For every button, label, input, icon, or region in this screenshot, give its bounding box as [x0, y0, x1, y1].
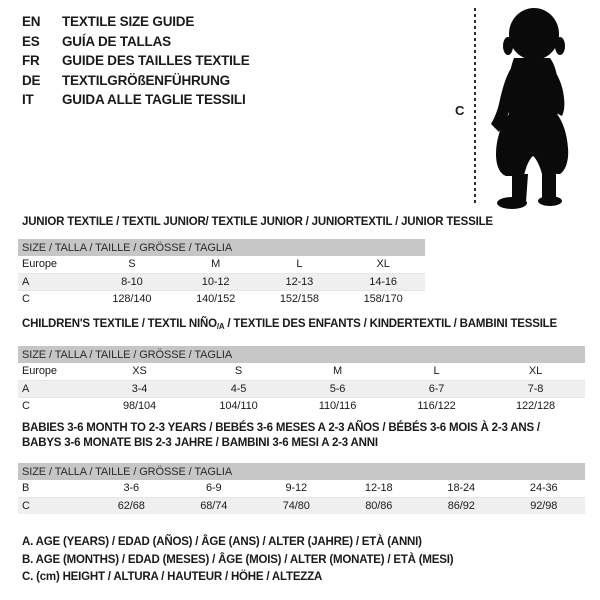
- lang-row-en: [22, 12, 250, 32]
- size-value-cell: 74/80: [255, 497, 338, 514]
- section-title-junior: JUNIOR TEXTILE / TEXTIL JUNIOR/ TEXTILE JUNIOR / JUNIORTEXTIL / JUNIOR TESSILE: [22, 216, 493, 228]
- lang-row-fr: [22, 51, 250, 71]
- title-part: / TEXTILE DES ENFANTS / KINDERTEXTIL / BAMBINI TESSILE: [224, 318, 557, 330]
- size-value-cell: 104/110: [219, 399, 258, 412]
- size-value-cell: 12-18: [338, 480, 421, 497]
- children-size-table: [18, 346, 585, 414]
- size-value-cell: L: [258, 256, 342, 273]
- size-value-cell: 5-6: [288, 380, 387, 397]
- size-value-cell: L: [387, 363, 486, 380]
- size-value-cell: 116/122: [417, 399, 456, 412]
- table-row: [18, 290, 425, 307]
- row-label: C: [18, 497, 90, 514]
- height-measure-label: C: [455, 103, 465, 118]
- size-value-cell: 6-9: [173, 480, 256, 497]
- size-value-cell: M: [174, 256, 258, 273]
- size-value-cell: 7-8: [486, 380, 585, 397]
- size-value-cell: 9-12: [255, 480, 338, 497]
- row-label: Europe: [18, 363, 90, 380]
- size-value-cell: 3-6: [90, 480, 173, 497]
- title-line: BABYS 3-6 MONATE BIS 2-3 JAHRE / BAMBINI 3-6 MESI A 2-3 ANNI: [22, 437, 378, 449]
- size-header-label: SIZE / TALLA / TAILLE / GRÖSSE / TAGLIA: [18, 463, 585, 480]
- size-value-cell: 12-13: [258, 273, 342, 290]
- table-row: [18, 273, 425, 290]
- size-value-cell: 10-12: [174, 273, 258, 290]
- size-value-cell: S: [90, 256, 174, 273]
- size-value-cell: 18-24: [420, 480, 503, 497]
- size-value-cell: 4-5: [189, 380, 288, 397]
- size-header-label: SIZE / TALLA / TAILLE / GRÖSSE / TAGLIA: [18, 239, 425, 256]
- size-header-label: SIZE / TALLA / TAILLE / GRÖSSE / TAGLIA: [18, 346, 585, 363]
- table-row: [18, 256, 425, 273]
- size-value-cell: 80/86: [338, 497, 421, 514]
- size-value-cell: 158/170: [363, 292, 403, 305]
- size-value-cell: 6-7: [387, 380, 486, 397]
- size-value-cell: M: [288, 363, 387, 380]
- size-value-cell: 24-36: [503, 480, 586, 497]
- row-label: A: [18, 380, 90, 397]
- footnote-c: C. (cm) HEIGHT / ALTURA / HAUTEUR / HÖHE / ALTEZZA: [22, 571, 323, 583]
- table-row: [18, 380, 585, 397]
- row-label: B: [18, 480, 90, 497]
- size-header-bar: [18, 239, 425, 256]
- lang-code: FR: [22, 53, 40, 68]
- lang-code: ES: [22, 33, 40, 49]
- footnote-legend: [22, 534, 453, 587]
- size-value-cell: S: [189, 363, 288, 380]
- lang-row-it: [22, 90, 250, 110]
- row-label: Europe: [18, 256, 90, 273]
- section-title-children: [22, 318, 557, 331]
- size-value-cell: XL: [341, 256, 425, 273]
- lang-row-es: [22, 32, 250, 52]
- size-value-cell: 98/104: [122, 399, 157, 412]
- footnote-b: B. AGE (MONTHS) / EDAD (MESES) / ÂGE (MOIS) / ALTER (MONATE) / ETÀ (MESI): [22, 553, 454, 566]
- baby-silhouette-icon: [484, 6, 580, 210]
- size-value-cell: 152/158: [279, 292, 319, 305]
- footnote-a: A. AGE (YEARS) / EDAD (AÑOS) / ÂGE (ANS) / ALTER (JAHRE) / ETÀ (ANNI): [22, 536, 422, 548]
- section-title-babies: [22, 421, 540, 451]
- size-value-cell: 68/74: [173, 497, 256, 514]
- size-value-cell: 128/140: [112, 292, 152, 305]
- table-row: [18, 497, 585, 514]
- title-line: BABIES 3-6 MONTH TO 2-3 YEARS / BEBÉS 3-6 MESES A 2-3 AÑOS / BÉBÉS 3-6 MOIS À 2-3 ANS /: [22, 422, 540, 434]
- size-value-cell: 140/152: [196, 292, 236, 305]
- size-value-cell: 92/98: [503, 497, 586, 514]
- size-value-cell: 62/68: [90, 497, 173, 514]
- height-measure-line: [474, 8, 476, 206]
- babies-size-table: [18, 463, 585, 514]
- size-value-cell: 86/92: [420, 497, 503, 514]
- size-value-cell: 122/128: [515, 399, 556, 412]
- table-row: [18, 363, 585, 380]
- table-row: [18, 480, 585, 497]
- row-label: A: [18, 273, 90, 290]
- lang-code: DE: [22, 72, 41, 88]
- lang-label: GUIDA ALLE TAGLIE TESSILI: [62, 92, 246, 107]
- lang-label: TEXTILE SIZE GUIDE: [62, 14, 195, 29]
- lang-code: EN: [22, 14, 41, 29]
- size-header-bar: [18, 463, 585, 480]
- lang-label: TEXTILGRÖßENFÜHRUNG: [62, 72, 230, 88]
- title-subscript: /A: [216, 322, 225, 331]
- size-value-cell: XS: [90, 363, 189, 380]
- junior-size-table: [18, 239, 425, 307]
- size-value-cell: XL: [486, 363, 585, 380]
- lang-label: GUÍA DE TALLAS: [62, 33, 171, 49]
- table-row: [18, 397, 585, 414]
- row-label: C: [22, 292, 30, 305]
- language-title-list: [22, 12, 250, 110]
- size-value-cell: 110/116: [318, 399, 357, 412]
- lang-row-de: [22, 71, 250, 91]
- row-label: C: [22, 399, 30, 412]
- size-value-cell: 14-16: [341, 273, 425, 290]
- lang-label: GUIDE DES TAILLES TEXTILE: [62, 53, 250, 68]
- size-value-cell: 8-10: [90, 273, 174, 290]
- size-value-cell: 3-4: [90, 380, 189, 397]
- title-part: CHILDREN'S TEXTILE / TEXTIL NIÑO: [22, 318, 217, 330]
- size-header-bar: [18, 346, 585, 363]
- lang-code: IT: [22, 92, 34, 107]
